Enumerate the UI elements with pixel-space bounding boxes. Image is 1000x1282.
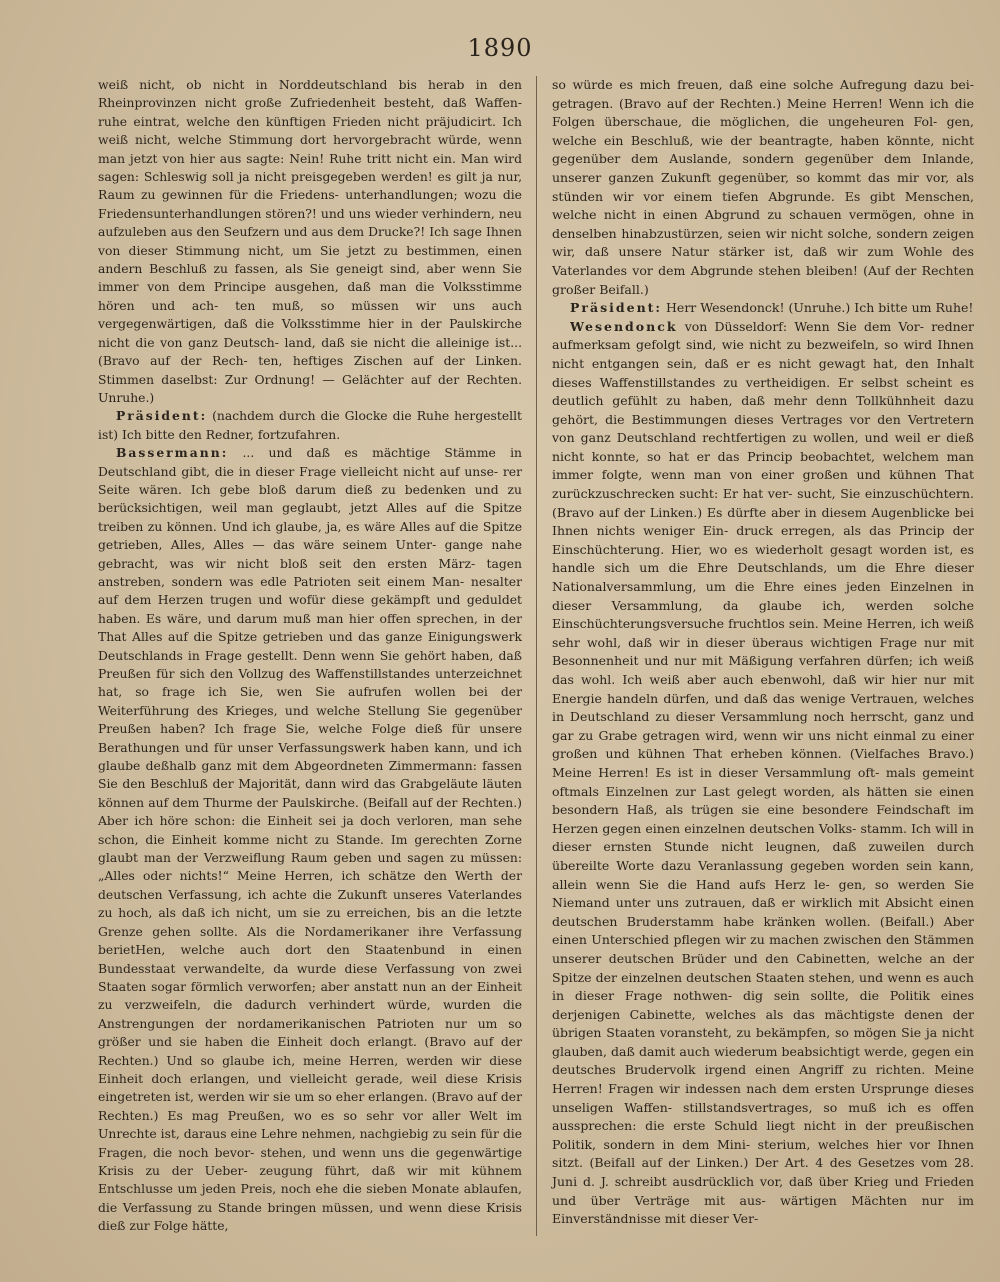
paragraph-text: (nachdem durch die Glocke die Ruhe hergestellt ist) Ich bitte den Redner, fortzufahren. bbox=[98, 409, 522, 442]
paragraph bbox=[98, 444, 522, 1235]
paragraph bbox=[98, 407, 522, 444]
right-column bbox=[552, 76, 974, 1229]
speaker-name: Präsident: bbox=[116, 408, 208, 424]
paragraph bbox=[552, 76, 974, 299]
speaker-name: Präsident: bbox=[570, 300, 663, 316]
column-divider bbox=[536, 76, 537, 1236]
speaker-name: Bassermann: bbox=[116, 445, 229, 461]
speaker-name: Wesendonck bbox=[570, 318, 678, 334]
paragraph-text: von Düsseldorf: Wenn Sie dem Vor- redner aufmerksam gefolgt sind, wie nicht zu bezweifeln, so wird Ihnen nicht entgangen sein, daß er es nicht gewagt hat, den Inhalt dieses Waffenstillstandes zu vertheidigen. Er selbst scheint es deutlich gefühlt zu haben, daß mehr denn Tollkühnheit dazu gehört, die Bestimmungen dieses Vertrages vor den Vertretern von ganz Deutschland rechtfertigen zu wollen, und weil er dieß nicht konnte, so hat er das Princip beobachtet, welchem man immer folgte, wenn man von einer großen und kühnen That zurückzuschrecken sucht: Er hat ver- sucht, Sie einzuschüchtern. (Bravo auf der Linken.) Es dürfte aber in diesem Augenblicke bei Ihnen nichts weniger Ein- druck erregen, als das Princip der Einschüchterung. Hier, wo es wiederholt gesagt worden ist, es handle sich um die Ehre Deutschlands, um die Ehre dieser Nationalversammlung, um die Ehre eines jeden Einzelnen in dieser Versammlung, da glaube ich, werden solche Einschüchterungsversuche fruchtlos sein. Meine Herren, ich weiß sehr wohl, daß wir in dieser überaus wichtigen Frage nur mit Besonnenheit und nur mit Mäßigung verfahren dürfen; ich weiß das wohl. Ich weiß aber auch ebenwohl, daß wir hier nur mit Energie handeln dürfen, und daß das wenige Vertrauen, welches in Deutschland zu dieser Versammlung noch herrscht, ganz und gar zu Grabe getragen wird, wenn wir uns nicht einmal zu einer großen und kühnen That erheben können. (Vielfaches Bravo.) Meine Herren! Es ist in dieser Versammlung oft- mals gemeint oftmals Einzelnen zur Last gelegt worden, als hätten sie einen besondern Haß, als trügen sie eine besondere Feindschaft im Herzen gegen einen einzelnen deutschen Volks- stamm. Ich will in dieser ernsten Stunde nicht leugnen, daß zuweilen durch übereilte Worte dazu Veranlassung gegeben worden sein kann, allein wenn Sie die Hand aufs Herz le- gen, so werden Sie Niemand unter uns zutrauen, daß er wirklich mit Absicht einen deutschen Bruderstamm habe kränken wollen. (Beifall.) Aber einen Unterschied pflegen wir zu machen zwischen den Stämmen unserer deutschen Brüder und den Cabinetten, welche an der Spitze der einzelnen deutschen Staaten stehen, und wenn es auch in dieser Frage nothwen- dig sein sollte, die Politik eines derjenigen Cabinette, welches als das mächtigste denen der übrigen Staaten voransteht, zu bekämpfen, so mögen Sie ja nicht glauben, daß damit auch wiederum beabsichtigt werde, gegen ein deutsches Brudervolk irgend einen Angriff zu richten. Meine Herren! Fragen wir indessen nach dem ersten Ursprunge dieses unseligen Waffen- stillstandsvertrages, so muß ich es offen aussprechen: die erste Schuld liegt nicht in der preußischen Politik, sondern in dem Mini- sterium, welches hier vor Ihnen sitzt. (Beifall auf der Linken.) Der Art. 4 des Gesetzes vom 28. Juni d. J. schreibt ausdrücklich vor, daß über Krieg und Frieden und über Verträge mit aus- wärtigen Mächten nur im Einverständnisse mit dieser Ver- bbox=[552, 318, 974, 1227]
paragraph-text: ... und daß es mächtige Stämme in Deutschland gibt, die in dieser Frage vielleicht nicht auf unse- rer Seite wären. Ich gebe bloß darum dieß zu bedenken und zu berücksichtigen, weil man geglaubt, jetzt Alles auf die Spitze treiben zu können. Und ich glaube, ja, es wäre Alles auf die Spitze getrieben, Alles, Alles — das wäre seinem Unter- gange nahe gebracht, was wir nicht bloß seit den ersten März- tagen anstreben, sondern was edle Patrioten seit einem Man- nesalter auf dem Herzen trugen und wofür diese gekämpft und geduldet haben. Es wäre, und darum muß man hier offen sprechen, in der That Alles auf die Spitze getrieben und das ganze Einigungswerk Deutschlands in Frage gestellt. Denn wenn Sie gehört haben, daß Preußen für sich den Vollzug des Waffenstillstandes unterzeichnet hat, so frage ich Sie, wen Sie aufrufen wollen bei der Weiterführung des Krieges, und welche Stellung Sie gegenüber Preußen haben? Ich frage Sie, welche Folge dieß für unsere Berathungen und für unser Verfassungswerk haben kann, und ich glaube deßhalb ganz mit dem Abgeordneten Zimmermann: fassen Sie den Beschluß der Majorität, dann wird das Grabgeläute läuten können auf dem Thurme der Paulskirche. (Beifall auf der Rechten.) Aber ich höre schon: die Einheit sei ja doch verloren, man sehe schon, die Einheit komme nicht zu Stande. Im gerechten Zorne glaubt man der Verzweiflung Raum geben und sagen zu müssen: „Alles oder nichts!“ Meine Herren, ich schätze den Werth der deutschen Verfassung, ich achte die Zukunft unseres Vaterlandes zu hoch, als daß ich nicht, um sie zu erreichen, bis an die letzte Grenze gehen sollte. Als die Nordamerikaner ihre Verfassung berietHen, welche auch dort den Staatenbund in einen Bundesstaat verwandelte, da wurde diese Verfassung von zwei Staaten sogar förmlich verworfen; aber anstatt nun an der Einheit zu verzweifeln, die dadurch verhindert würde, wurden die Anstrengungen der nordamerikanischen Patrioten nur um so größer und sie haben die Einheit doch erlangt. (Bravo auf der Rechten.) Und so glaube ich, meine Herren, werden wir diese Einheit doch erlangen, und vielleicht gerade, weil diese Krisis eingetreten ist, werden wir sie um so eher erlangen. (Bravo auf der Rechten.) Es mag Preußen, wo es so sehr vor aller Welt im Unrechte ist, daraus eine Lehre nehmen, nachgiebig zu sein für die Fragen, die noch bevor- stehen, und wenn uns die gegenwärtige Krisis zu der Ueber- zeugung führt, daß wir mit kühnem Entschlusse um jeden Preis, noch ehe die sieben Monate ablaufen, die Verfassung zu Stande bringen müssen, und wenn diese Krisis dieß zur Folge hätte, bbox=[98, 446, 523, 1234]
paragraph bbox=[552, 299, 974, 318]
paragraph-text: so würde es mich freuen, daß eine solche Aufregung dazu bei- getragen. (Bravo auf der Rechten.) Meine Herren! Wenn ich die Folgen überschaue, die möglichen, die ungeheuren Fol- gen, welche ein Beschluß, wie der beantragte, haben könnte, nicht gegenüber dem Auslande, sondern gegenüber dem Inlande, unserer ganzen Zukunft gegenüber, so kommt das mir vor, als stünden wir vor einem tiefen Abgrunde. Es gibt Menschen, welche nicht in einen Abgrund zu schauen vermögen, ohne in denselben hinabzustürzen, seien wir nicht solche, sondern zeigen wir, daß unsere Natur stärker ist, daß wir zum Wohle des Vaterlandes vor dem Abgrunde stehen bleiben! (Auf der Rechten großer Beifall.) bbox=[552, 77, 974, 297]
paragraph bbox=[98, 76, 522, 407]
page-number: 1890 bbox=[467, 34, 533, 62]
left-column bbox=[98, 76, 522, 1236]
paragraph bbox=[552, 318, 974, 1229]
paragraph-text: Herr Wesendonck! (Unruhe.) Ich bitte um Ruhe! bbox=[666, 300, 974, 316]
paragraph-text: weiß nicht, ob nicht in Norddeutschland bis herab in den Rheinprovinzen nicht große Zufriedenheit besteht, daß Waffen- ruhe eintrat, welche den künftigen Frieden nicht präjudicirt. Ich weiß nicht, welche Stimmung dort hervorgebracht würde, wenn man jetzt von hier aus sagte: Nein! Ruhe tritt nicht ein. Man wird sagen: Schleswig soll ja nicht preisgegeben werden! es gilt ja nur, Raum zu gewinnen für die Friedens- unterhandlungen; wozu die Friedensunterhandlungen stören?! und uns wieder verhindern, neu aufzuleben aus den Seufzern und aus dem Drucke?! Ich sage Ihnen von dieser Stimmung nicht, um Sie jetzt zu bestimmen, einen andern Beschluß zu fassen, als Sie geneigt sind, aber wenn Sie immer von dem Principe ausgehen, daß man die Volksstimme hören und ach- ten muß, so müssen wir uns auch vergegenwärtigen, daß die Volksstimme hier in der Paulskirche nicht die von ganz Deutsch- land, daß sie nicht die alleinige ist... (Bravo auf der Rech- ten, heftiges Zischen auf der Linken. Stimmen daselbst: Zur Ordnung! — Gelächter auf der Rechten. Unruhe.) bbox=[98, 78, 522, 405]
